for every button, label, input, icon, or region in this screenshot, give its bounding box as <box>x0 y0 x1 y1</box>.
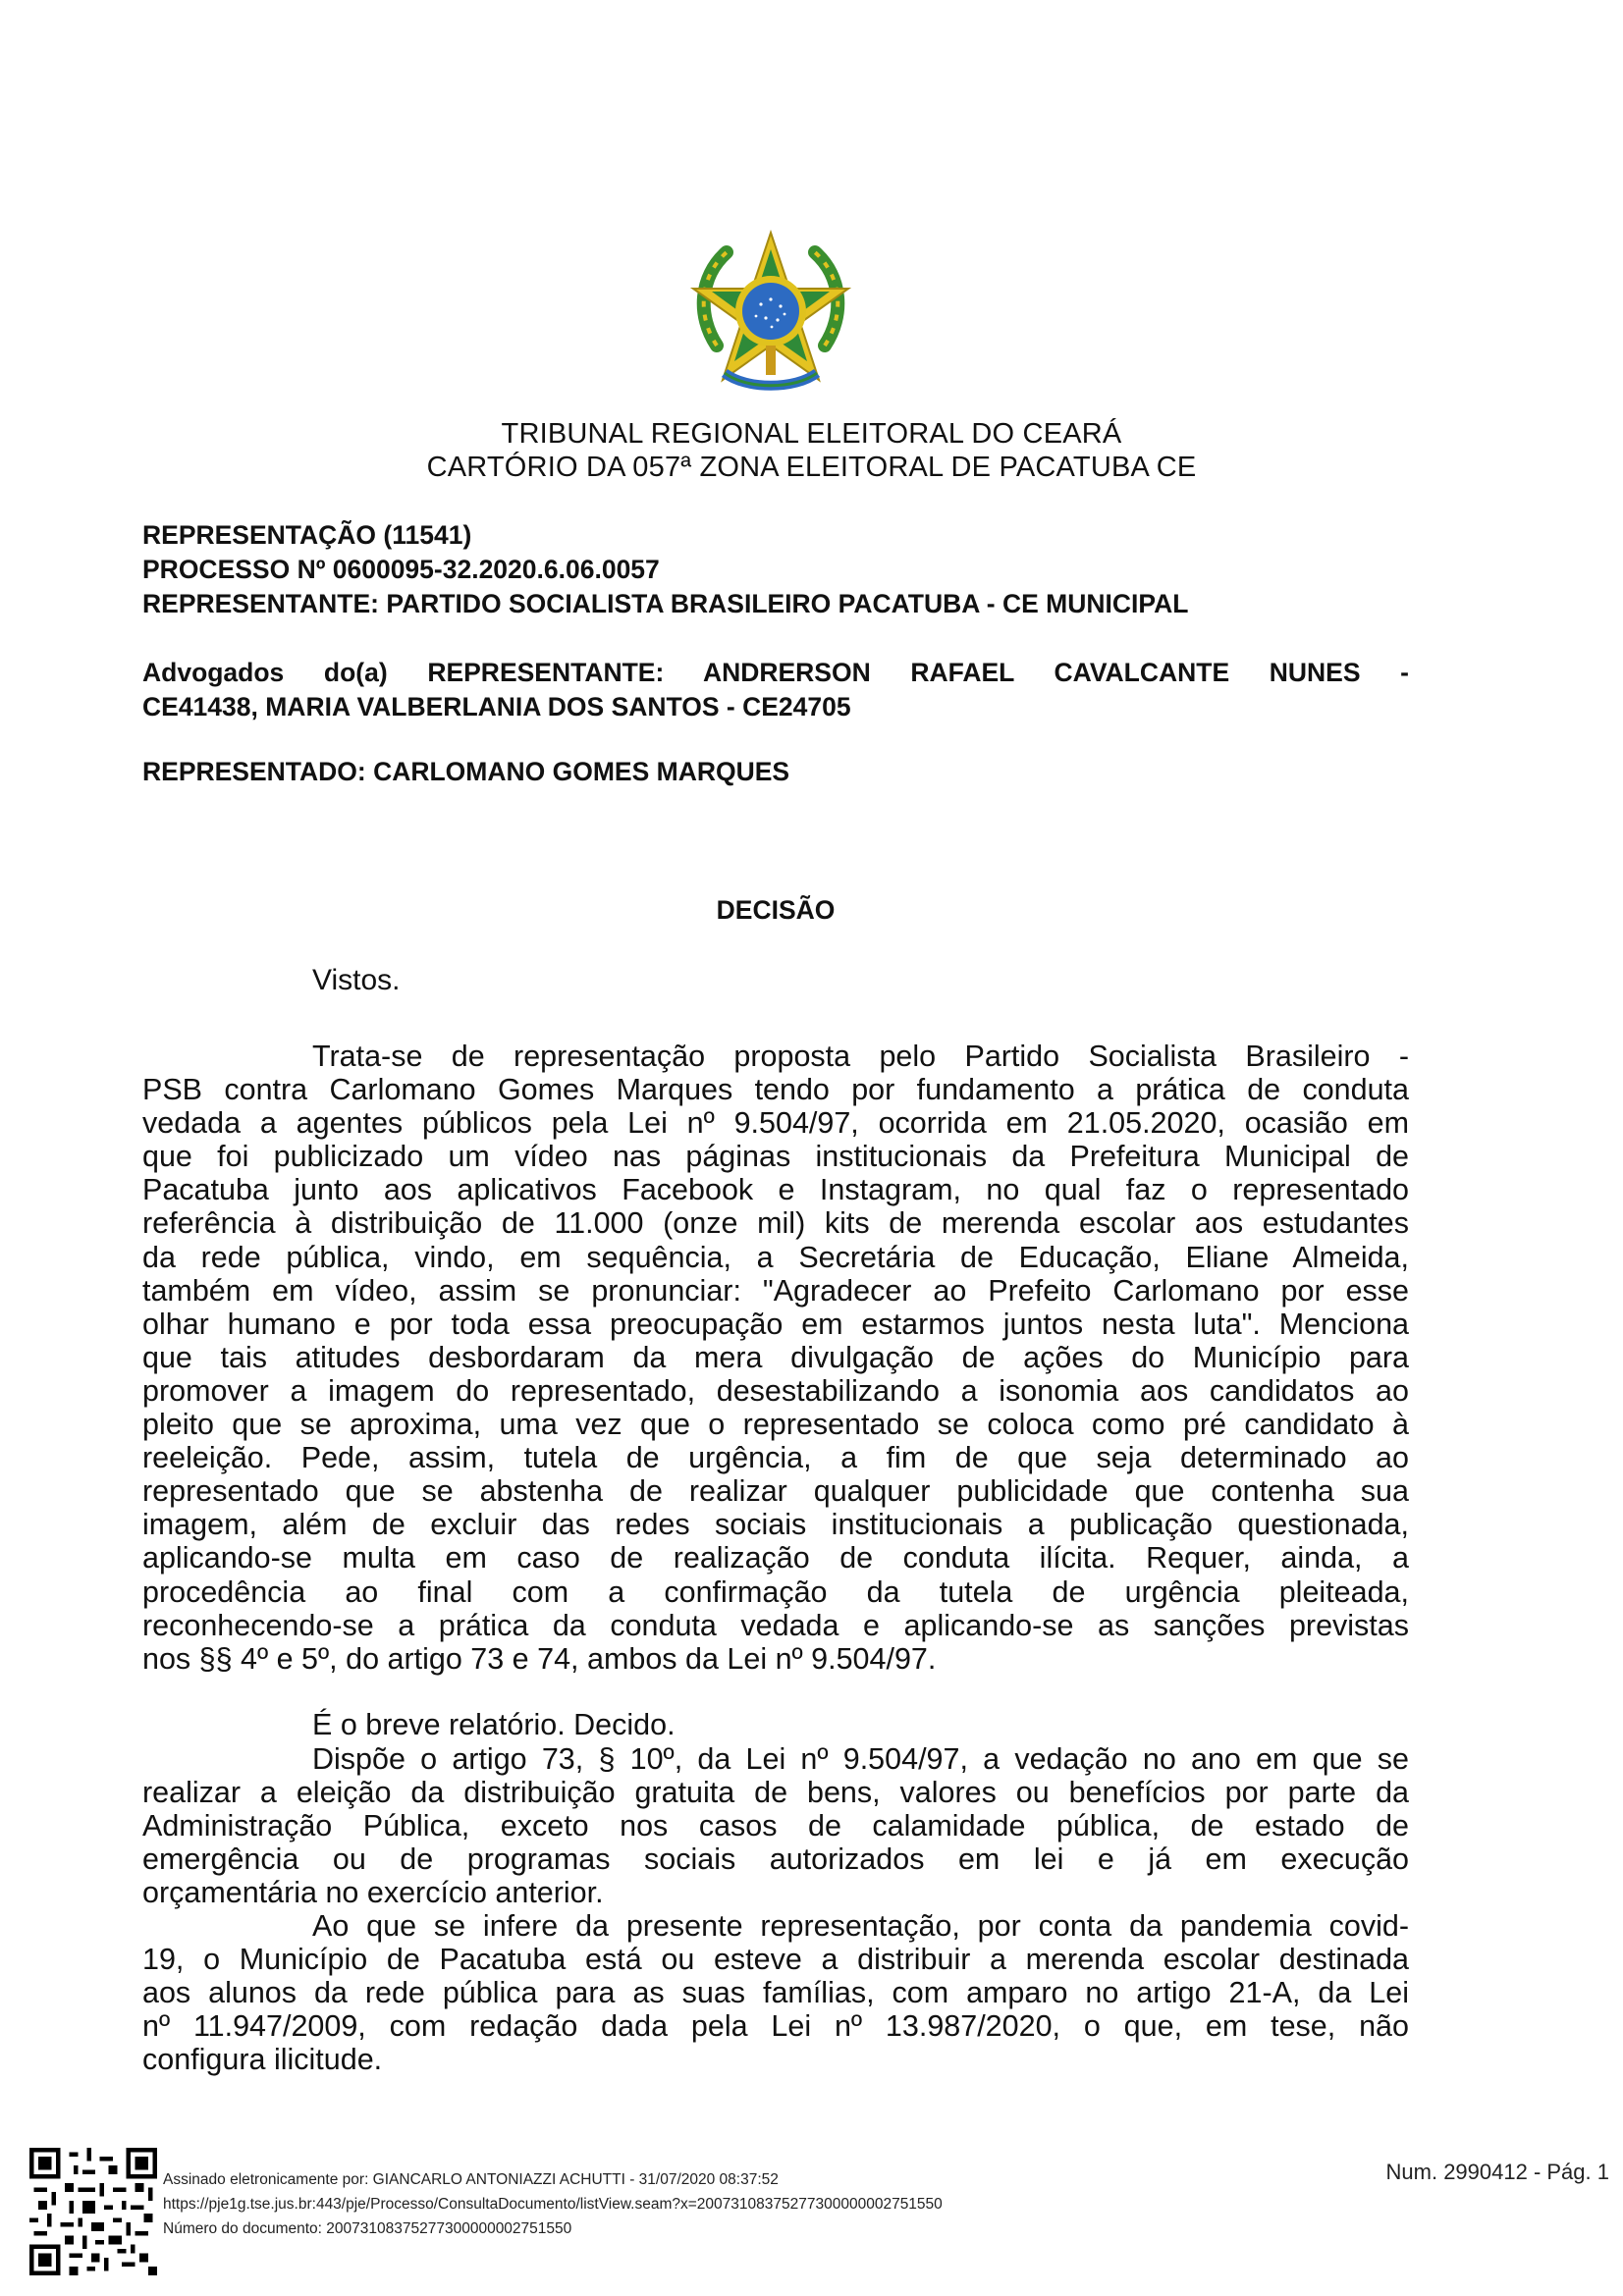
qr-code-icon <box>29 2148 157 2275</box>
case-type: REPRESENTAÇÃO (11541) <box>142 520 472 550</box>
page-number: Num. 2990412 - Pág. 1 <box>1385 2160 1609 2184</box>
lawyers-line: CE41438, MARIA VALBERLANIA DOS SANTOS - CE24705 <box>142 692 851 721</box>
text-line: reconhecendo-se a prática da conduta vedada e aplicando-se as sanções previstas <box>142 1608 1409 1642</box>
lawyers-line: Advogados do(a) REPRESENTANTE: ANDRERSON RAFAEL CAVALCANTE NUNES - <box>142 658 1409 687</box>
document-number: Número do documento: 20073108375277300000002751550 <box>163 2220 572 2237</box>
text-line: reeleição. Pede, assim, tutela de urgência, a fim de que seja determinado ao <box>142 1441 1409 1475</box>
text-line: da rede pública, vindo, em sequência, a Secretária de Educação, Eliane Almeida, <box>142 1240 1409 1274</box>
registry-name: CARTÓRIO DA 057ª ZONA ELEITORAL DE PACATUBA CE <box>426 452 1197 483</box>
text-line: que tais atitudes desbordaram da mera divulgação de ações do Município para <box>142 1340 1409 1374</box>
text-line: promover a imagem do representado, desestabilizando a isonomia aos candidatos ao <box>142 1373 1409 1408</box>
text-line: Administração Pública, exceto nos casos de calamidade pública, de estado de <box>142 1809 1409 1843</box>
text-line: imagem, além de excluir das redes sociais institucionais a publicação questionada, <box>142 1508 1409 1542</box>
court-name: TRIBUNAL REGIONAL ELEITORAL DO CEARÁ <box>501 418 1122 450</box>
text-line: nos §§ 4º e 5º, do artigo 73 e 74, ambos da Lei nº 9.504/97. <box>142 1641 937 1676</box>
text-line: pleito que se aproxima, uma vez que o representado se coloca como pré candidato à <box>142 1408 1409 1442</box>
text-line: olhar humano e por toda essa preocupação em estarmos juntos nesta luta". Menciona <box>142 1307 1409 1341</box>
text-line: Trata-se de representação proposta pelo Partido Socialista Brasileiro - <box>312 1040 1409 1073</box>
signature-info: Assinado eletronicamente por: GIANCARLO ANTONIAZZI ACHUTTI - 31/07/2020 08:37:52 <box>163 2171 779 2188</box>
text-line: vedada a agentes públicos pela Lei nº 9.504/97, ocorrida em 21.05.2020, ocasião em <box>142 1106 1409 1141</box>
process-number: PROCESSO Nº 0600095-32.2020.6.06.0057 <box>142 555 660 584</box>
text-line: também em vídeo, assim se pronunciar: "Agradecer ao Prefeito Carlomano por esse <box>142 1273 1409 1308</box>
text-line: procedência ao final com a confirmação da tutela de urgência pleiteada, <box>142 1575 1409 1609</box>
text-line: configura ilicitude. <box>142 2043 383 2077</box>
text-line: Ao que se infere da presente representação, por conta da pandemia covid- <box>312 1909 1409 1943</box>
opening-word: Vistos. <box>312 964 401 996</box>
text-line: emergência ou de programas sociais autorizados em lei e já em execução <box>142 1842 1409 1877</box>
represented: REPRESENTADO: CARLOMANO GOMES MARQUES <box>142 757 790 786</box>
text-line: orçamentária no exercício anterior. <box>142 1876 604 1910</box>
decision-title: DECISÃO <box>716 895 836 925</box>
text-line: aos alunos da rede pública para as suas famílias, com amparo no artigo 21-A, da Lei <box>142 1976 1409 2010</box>
paragraph-analysis <box>142 1909 1409 2076</box>
text-line: nº 11.947/2009, com redação dada pela Lei nº 13.987/2020, o que, em tese, não <box>142 2009 1409 2044</box>
lawyers <box>142 656 1409 724</box>
text-line: PSB contra Carlomano Gomes Marques tendo por fundamento a prática de conduta <box>142 1073 1409 1107</box>
text-line: que foi publicizado um vídeo nas páginas institucionais da Prefeitura Municipal de <box>142 1140 1409 1174</box>
representative: REPRESENTANTE: PARTIDO SOCIALISTA BRASILEIRO PACATUBA - CE MUNICIPAL <box>142 589 1189 618</box>
paragraph-report <box>142 1708 1409 1741</box>
case-header <box>142 518 1409 621</box>
brazil-coat-of-arms-icon <box>687 228 854 395</box>
text-line: Pacatuba junto aos aplicativos Facebook e Instagram, no qual faz o representado <box>142 1173 1409 1207</box>
text-line: Dispõe o artigo 73, § 10º, da Lei nº 9.504/97, a vedação no ano em que se <box>312 1742 1409 1776</box>
text-line: realizar a eleição da distribuição gratuita de bens, valores ou benefícios por parte da <box>142 1776 1409 1810</box>
text-line: referência à distribuição de 11.000 (onze mil) kits de merenda escolar aos estudantes <box>142 1206 1409 1241</box>
signature-footer <box>163 2167 943 2241</box>
text-line: É o breve relatório. Decido. <box>312 1708 676 1741</box>
document-url[interactable]: https://pje1g.tse.jus.br:443/pje/Processo/ConsultaDocumento/listView.seam?x=20073108375277300000002751550 <box>163 2196 943 2213</box>
paragraph-facts <box>142 1040 1409 1676</box>
text-line: representado que se abstenha de realizar qualquer publicidade que contenha sua <box>142 1474 1409 1509</box>
text-line: 19, o Município de Pacatuba está ou esteve a distribuir a merenda escolar destinada <box>142 1943 1409 1977</box>
paragraph-law <box>142 1742 1409 1909</box>
text-line: aplicando-se multa em caso de realização de conduta ilícita. Requer, ainda, a <box>142 1541 1409 1575</box>
